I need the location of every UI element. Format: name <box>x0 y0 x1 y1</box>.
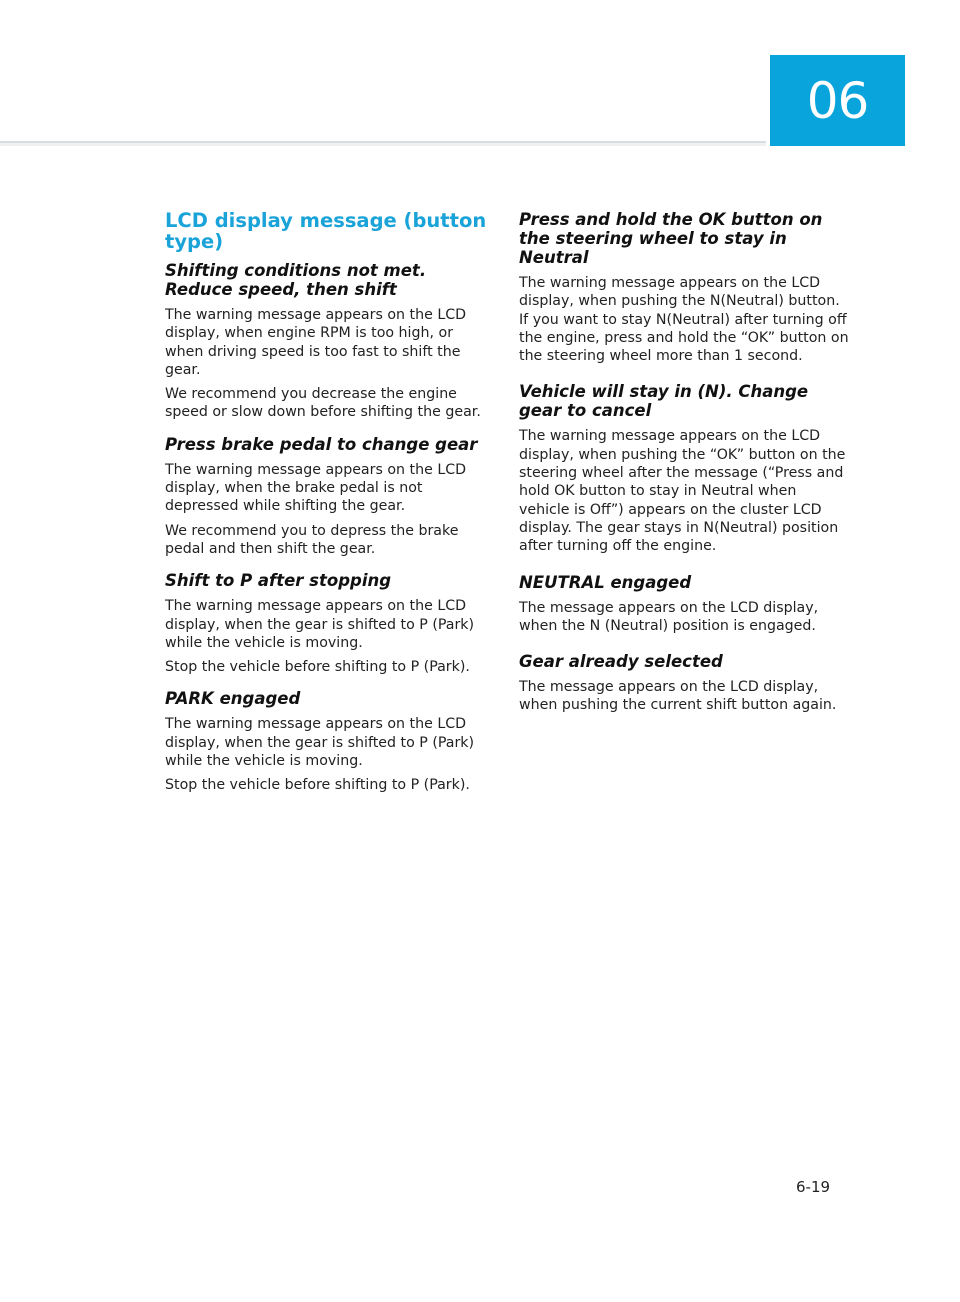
left-column <box>165 210 495 801</box>
message-paragraph: Stop the vehicle before shifting to P (Park). <box>165 659 470 676</box>
message-heading: Press and hold the OK button on the steering wheel to stay in Neutral <box>519 210 823 267</box>
message-block <box>519 382 849 555</box>
message-heading: Shifting conditions not met. Reduce speed, then shift <box>165 261 427 299</box>
message-block <box>165 689 495 794</box>
message-paragraph: We recommend you decrease the engine speed or slow down before shifting the gear. <box>165 386 481 421</box>
message-paragraph: The warning message appears on the LCD display, when pushing the “OK” button on the steering wheel after the message (“Press and hold OK button to stay in Neutral when vehicle is Off”) appears on the cluster LCD display. The gear stays in N(Neutral) position after turning off the engine. <box>519 428 846 555</box>
message-paragraph: The warning message appears on the LCD display, when the brake pedal is not depressed while shifting the gear. <box>165 461 467 515</box>
message-paragraph: The warning message appears on the LCD display, when pushing the N(Neutral) button. If you want to stay N(Neutral) after turning off the engine, press and hold the “OK” button on the steering wheel more than 1 second. <box>519 275 849 365</box>
message-block <box>165 571 495 676</box>
section-title: LCD display message (button type) <box>165 209 487 253</box>
message-paragraph: The message appears on the LCD display, when the N (Neutral) position is engaged. <box>519 599 819 634</box>
message-heading: Press brake pedal to change gear <box>165 434 478 454</box>
message-heading: Vehicle will stay in (N). Change gear to cancel <box>519 382 809 421</box>
message-paragraph: The warning message appears on the LCD display, when the gear is shifted to P (Park) while the vehicle is moving. <box>165 598 475 651</box>
message-heading: NEUTRAL engaged <box>519 572 692 592</box>
message-paragraph: The warning message appears on the LCD display, when engine RPM is too high, or when driving speed is too fast to shift the gear. <box>165 307 467 378</box>
message-heading: Shift to P after stopping <box>165 571 392 591</box>
message-heading: PARK engaged <box>165 689 301 709</box>
message-block <box>519 210 849 365</box>
message-block <box>519 652 849 715</box>
message-paragraph: We recommend you to depress the brake pedal and then shift the gear. <box>165 522 459 557</box>
header-rule <box>0 141 766 146</box>
chapter-tab <box>770 55 905 146</box>
chapter-number: 06 <box>806 71 869 130</box>
message-paragraph: Stop the vehicle before shifting to P (Park). <box>165 777 470 794</box>
message-paragraph: The message appears on the LCD display, when pushing the current shift button again. <box>519 679 837 714</box>
message-block <box>519 573 849 636</box>
message-block <box>165 435 495 558</box>
page-number: 6-19 <box>796 1178 831 1196</box>
message-block <box>165 261 495 422</box>
message-paragraph: The warning message appears on the LCD display, when the gear is shifted to P (Park) while the vehicle is moving. <box>165 716 475 770</box>
right-column <box>519 210 849 732</box>
message-heading: Gear already selected <box>519 652 723 672</box>
